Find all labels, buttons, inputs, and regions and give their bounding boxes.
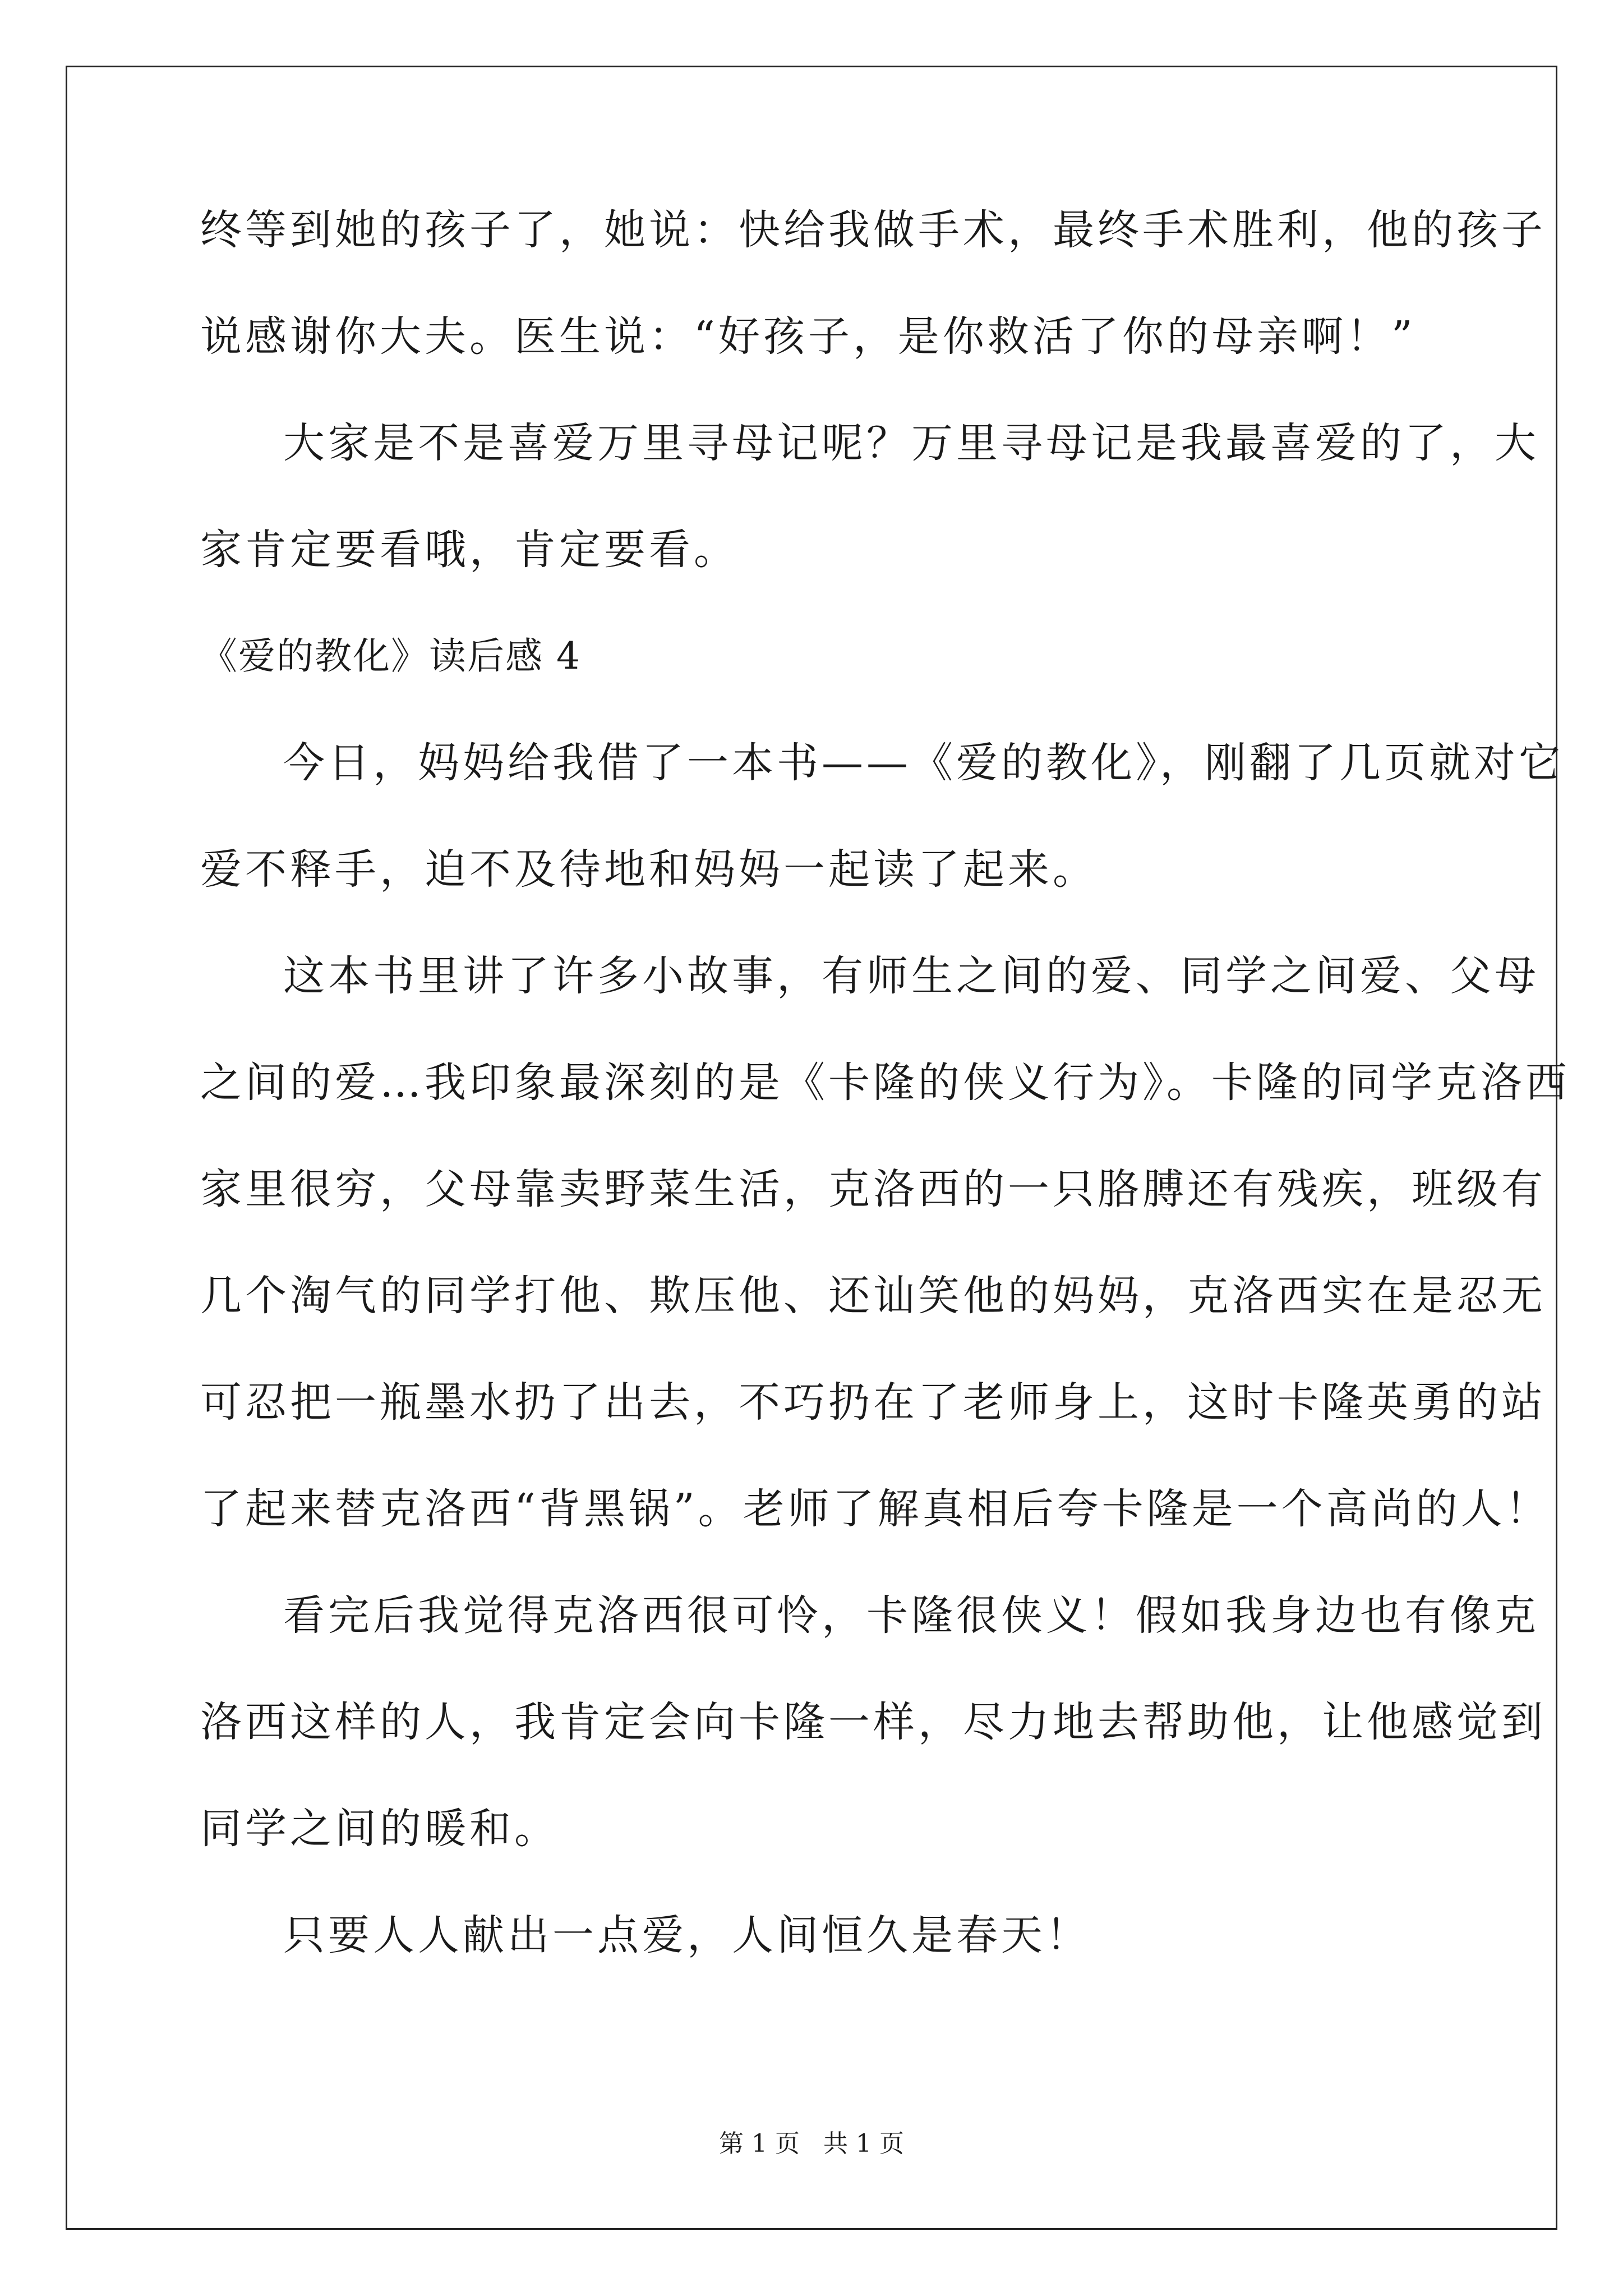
page-border <box>66 66 1557 2230</box>
page-number: 第 1 页 <box>719 2129 800 2158</box>
text-line: 说感谢你大夫。医生说：“好孩子，是你救活了你的母亲啊！” <box>200 312 1416 361</box>
page-total: 共 1 页 <box>823 2129 904 2158</box>
text-line: 几个淘气的同学打他、欺压他、还讪笑他的妈妈，克洛西实在是忍无 <box>200 1272 1546 1320</box>
text-line: 了起来替克洛西“背黑锅”。老师了解真相后夸卡隆是一个高尚的人！ <box>200 1485 1551 1533</box>
paragraph-start: 这本书里讲了许多小故事，有师生之间的爱、同学之间爱、父母 <box>283 952 1539 1000</box>
paragraph-start: 今日，妈妈给我借了一本书——《爱的教化》，刚翻了几页就对它 <box>283 739 1564 787</box>
text-line: 同学之间的暖和。 <box>200 1805 559 1853</box>
paragraph-start: 看完后我觉得克洛西很可怜，卡隆很侠义！假如我身边也有像克 <box>283 1591 1539 1640</box>
text-line: 家里很穷，父母靠卖野菜生活，克洛西的一只胳膊还有残疾，班级有 <box>200 1165 1546 1213</box>
text-line: 家肯定要看哦，肯定要看。 <box>200 526 739 574</box>
text-line: 爱不释手，迫不及待地和妈妈一起读了起来。 <box>200 845 1098 894</box>
text-line: 之间的爱…我印象最深刻的是《卡隆的侠义行为》。卡隆的同学克洛西 <box>200 1059 1570 1107</box>
page-footer <box>0 2127 1623 2161</box>
paragraph-start: 只要人人献出一点爱，人间恒久是春天！ <box>283 1911 1091 1959</box>
paragraph-start: 大家是不是喜爱万里寻母记呢？万里寻母记是我最喜爱的了，大 <box>283 419 1539 467</box>
text-line: 可忍把一瓶墨水扔了出去，不巧扔在了老师身上，这时卡隆英勇的站 <box>200 1378 1546 1427</box>
section-heading: 《爱的教化》读后感 4 <box>200 634 581 678</box>
text-line: 终等到她的孩子了，她说：快给我做手术，最终手术胜利，他的孩子 <box>200 206 1546 254</box>
text-line: 洛西这样的人，我肯定会向卡隆一样，尽力地去帮助他，让他感觉到 <box>200 1698 1546 1746</box>
